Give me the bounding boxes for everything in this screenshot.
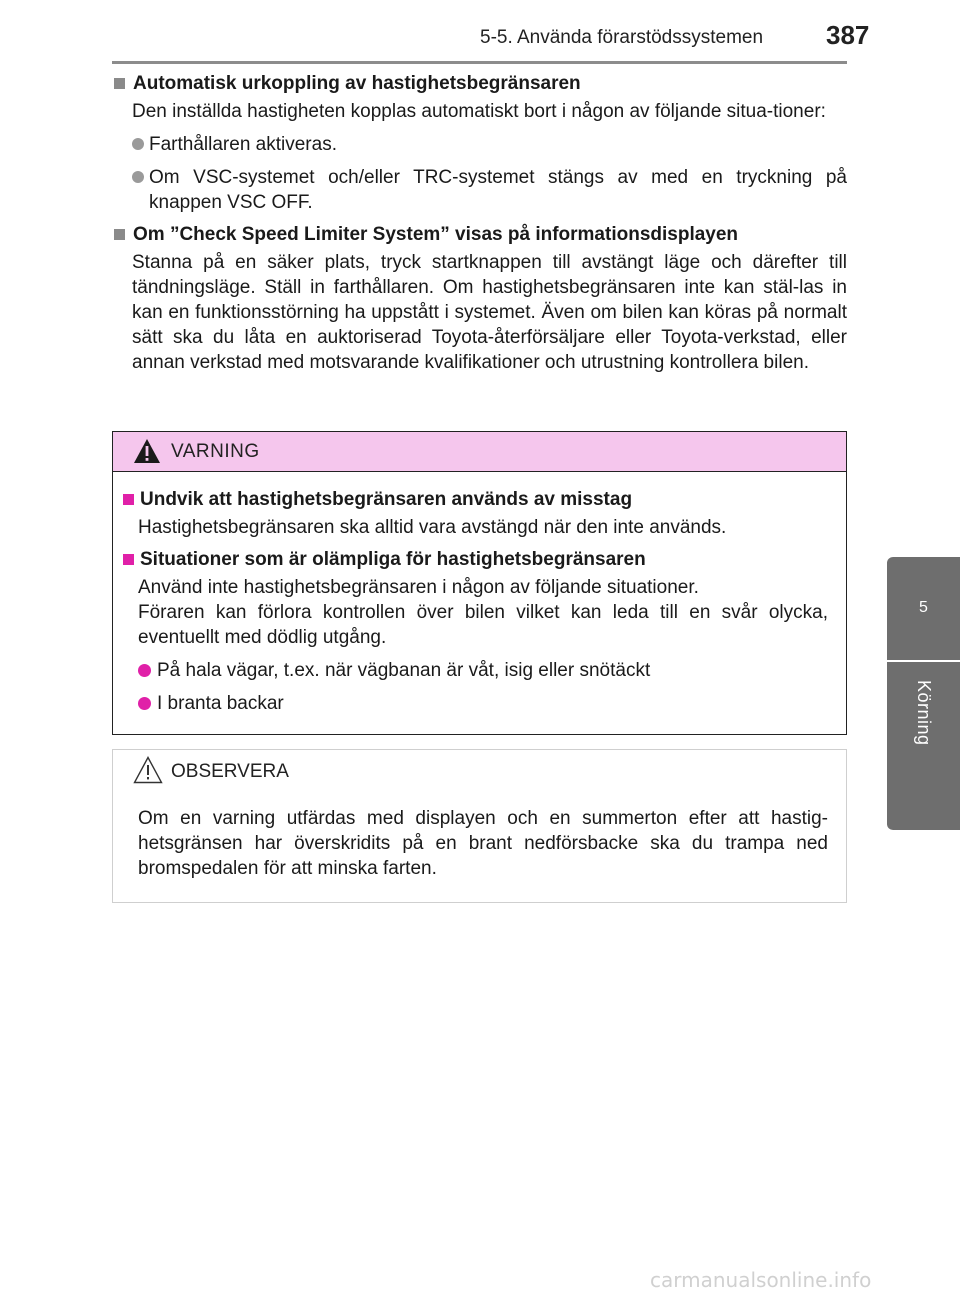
- round-bullet-icon: [138, 664, 151, 677]
- warning-item-body: Föraren kan förlora kontrollen över bilen vilket kan leda till en svår olycka, eventuellt med dödlig utgång.: [138, 602, 828, 648]
- notice-header: [113, 750, 846, 790]
- warning-box: [112, 431, 847, 735]
- list-item: I branta backar: [138, 691, 828, 716]
- warning-title: VARNING: [171, 441, 260, 462]
- list-item: Om VSC-systemet och/eller TRC-systemet stängs av med en tryckning på knappen VSC OFF.: [132, 165, 847, 215]
- warning-item-heading: Undvik att hastighetsbegränsaren används av misstag: [121, 488, 828, 512]
- caution-triangle-icon: [133, 756, 163, 789]
- square-bullet-icon: [114, 78, 125, 89]
- round-bullet-icon: [132, 138, 144, 150]
- warning-item-heading: Situationer som är olämpliga för hastighetsbegränsaren: [121, 548, 828, 572]
- side-tab-divider: [887, 660, 960, 662]
- notice-body: Om en varning utfärdas med displayen och en summerton efter att hastig-hetsgränsen har överskridits på en brant nedförsbacke ska du trampa ned bromspedalen för att minska farten.: [138, 808, 828, 879]
- chapter-number: 5: [919, 599, 928, 616]
- warning-item-body: Hastighetsbegränsaren ska alltid vara avstängd när den inte används.: [138, 517, 727, 538]
- list-item: Farthållaren aktiveras.: [132, 132, 847, 157]
- watermark: carmanualsonline.info: [650, 1268, 872, 1292]
- section-body: Stanna på en säker plats, tryck startknappen till avstängt läge och därefter till tändningsläge. Ställ in farthållaren. Om hastighetsbegränsaren inte kan stäl-las in kan en funktionsstörning ha uppstått i systemet. Även om bilen kan köras på normalt sätt ska du låta en auktoriserad Toyota-återförsäljare eller Toyota-verkstad, eller annan verkstad med motsvarande kvalifikationer och utrustning kontrollera bilen.: [132, 252, 847, 373]
- section-auto-disengage: [112, 72, 847, 215]
- chapter-label: Körning: [914, 680, 934, 746]
- header-divider: [112, 61, 847, 64]
- section-check-limiter: [112, 223, 847, 375]
- round-bullet-icon: [132, 171, 144, 183]
- section-heading: Om ”Check Speed Limiter System” visas på informationsdisplayen: [112, 223, 847, 247]
- warning-header: [113, 432, 846, 472]
- square-bullet-icon: [123, 494, 134, 505]
- round-bullet-icon: [138, 697, 151, 710]
- list-item: På hala vägar, t.ex. när vägbanan är våt, isig eller snötäckt: [138, 658, 828, 683]
- section-heading: Automatisk urkoppling av hastighetsbegränsaren: [112, 72, 847, 96]
- chapter-title: 5-5. Använda förarstödssystemen: [480, 27, 764, 48]
- square-bullet-icon: [114, 229, 125, 240]
- square-bullet-icon: [123, 554, 134, 565]
- section-body: Den inställda hastigheten kopplas automatiskt bort i någon av följande situa-tioner:: [132, 101, 826, 122]
- page-number: 387: [826, 20, 870, 50]
- chapter-side-tab: [887, 557, 960, 830]
- warning-body: [113, 472, 846, 716]
- warning-triangle-icon: [133, 438, 161, 469]
- warning-item-body: Använd inte hastighetsbegränsaren i någon av följande situationer.: [138, 577, 699, 598]
- notice-box: [112, 749, 847, 903]
- notice-title: OBSERVERA: [171, 761, 289, 782]
- main-content: [112, 72, 847, 375]
